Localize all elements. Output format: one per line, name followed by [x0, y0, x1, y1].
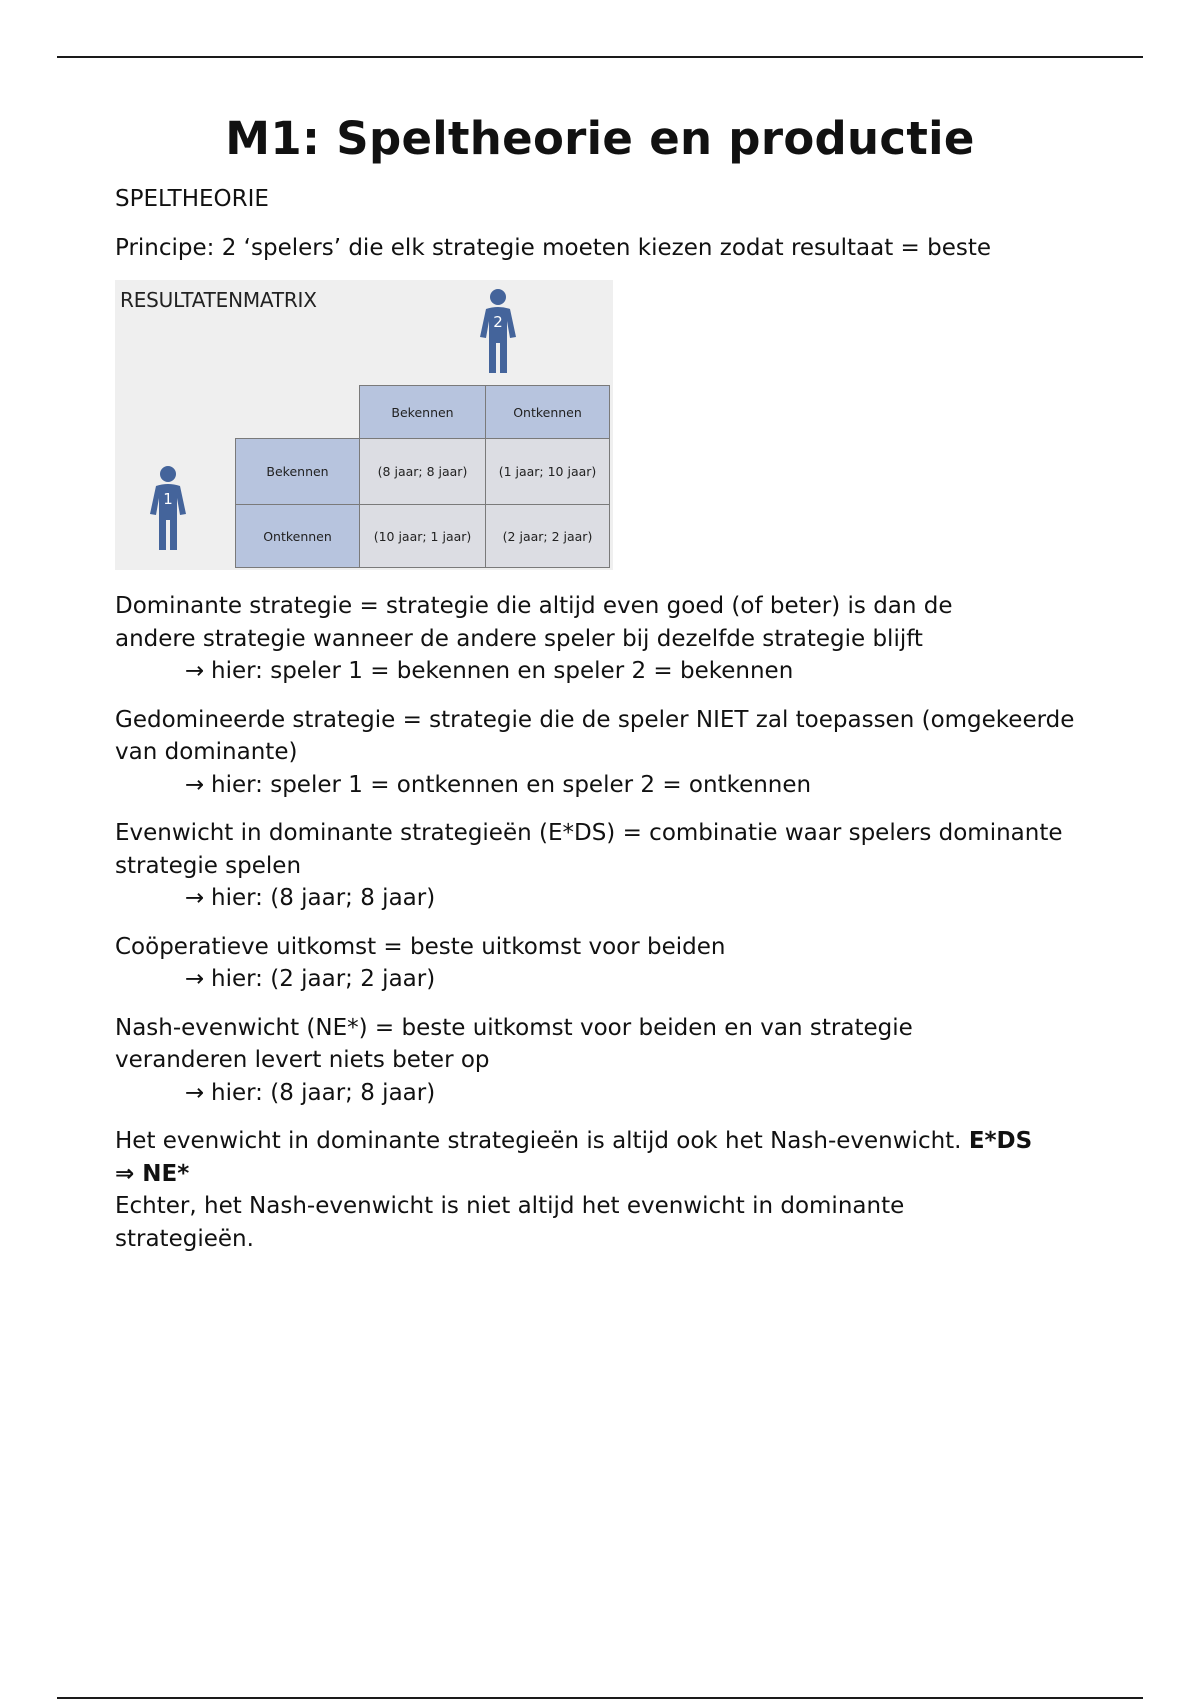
conclusion-line: Het evenwicht in dominante strategieën is altijd ook het Nash-evenwicht. E*DS [115, 1128, 1033, 1154]
player-2-number: 2 [493, 313, 503, 331]
footer-rule [57, 1697, 1143, 1699]
player-2-person-icon [476, 285, 520, 375]
matrix-cell: (8 jaar; 8 jaar) [359, 438, 486, 505]
matrix-cell: (10 jaar; 1 jaar) [359, 504, 486, 568]
paragraph-line: veranderen levert niets beter op [115, 1047, 490, 1073]
definition-dominated [115, 704, 1145, 802]
principle-text: Principe: 2 ‘spelers’ die elk strategie moeten kiezen zodat resultaat = beste [115, 234, 992, 261]
player-1-person-icon [146, 462, 190, 552]
page-title: M1: Speltheorie en productie [225, 112, 975, 165]
paragraph-line: Gedomineerde strategie = strategie die de speler NIET zal toepassen (omgekeerde [115, 706, 1075, 733]
section-heading: SPELTHEORIE [115, 186, 269, 212]
paragraph-line: Nash-evenwicht (NE*) = beste uitkomst voor beiden en van strategie [115, 1014, 913, 1041]
example-line: → hier: speler 1 = ontkennen en speler 2 = ontkennen [115, 769, 1145, 802]
arrow-icon: → [185, 885, 205, 911]
definition-nash [115, 1012, 1145, 1110]
paragraph-line: Evenwicht in dominante strategieën (E*DS) = combinatie waar spelers dominante [115, 820, 1063, 846]
paragraph-line: andere strategie wanneer de andere speler bij dezelfde strategie blijft [115, 625, 923, 652]
conclusion-line: Echter, het Nash-evenwicht is niet altijd het evenwicht in dominante [115, 1193, 905, 1219]
example-line: → hier: (8 jaar; 8 jaar) [115, 882, 1145, 915]
paragraph-line: van dominante) [115, 739, 298, 765]
definition-cooperative [115, 931, 1145, 996]
example-line: → hier: (2 jaar; 2 jaar) [115, 963, 1145, 996]
row-header-bekennen: Bekennen [235, 438, 360, 505]
example-line: → hier: speler 1 = bekennen en speler 2 = bekennen [115, 655, 1145, 688]
col-header-bekennen: Bekennen [359, 385, 486, 439]
result-matrix-figure [115, 280, 613, 570]
paragraph-line: strategie spelen [115, 852, 302, 879]
player-1-number: 1 [163, 490, 173, 508]
col-header-ontkennen: Ontkennen [485, 385, 610, 439]
definition-eds [115, 817, 1145, 915]
conclusion-line: ⇒ NE* [115, 1160, 190, 1187]
paragraph-line: Coöperatieve uitkomst = beste uitkomst voor beiden [115, 933, 726, 960]
matrix-label: RESULTATENMATRIX [120, 288, 317, 312]
arrow-icon: → [185, 966, 205, 992]
header-rule [57, 56, 1143, 58]
example-line: → hier: (8 jaar; 8 jaar) [115, 1077, 1145, 1110]
conclusion [115, 1125, 1145, 1255]
row-header-ontkennen: Ontkennen [235, 504, 360, 568]
arrow-icon: → [185, 1079, 205, 1106]
matrix-cell: (2 jaar; 2 jaar) [485, 504, 610, 568]
arrow-icon: → [185, 771, 205, 798]
document-body [115, 112, 1145, 1255]
matrix-cell: (1 jaar; 10 jaar) [485, 438, 610, 505]
arrow-icon: → [185, 658, 205, 684]
definition-dominant [115, 590, 1145, 688]
paragraph-line: Dominante strategie = strategie die altijd even goed (of beter) is dan de [115, 593, 953, 619]
conclusion-line: strategieën. [115, 1225, 254, 1252]
